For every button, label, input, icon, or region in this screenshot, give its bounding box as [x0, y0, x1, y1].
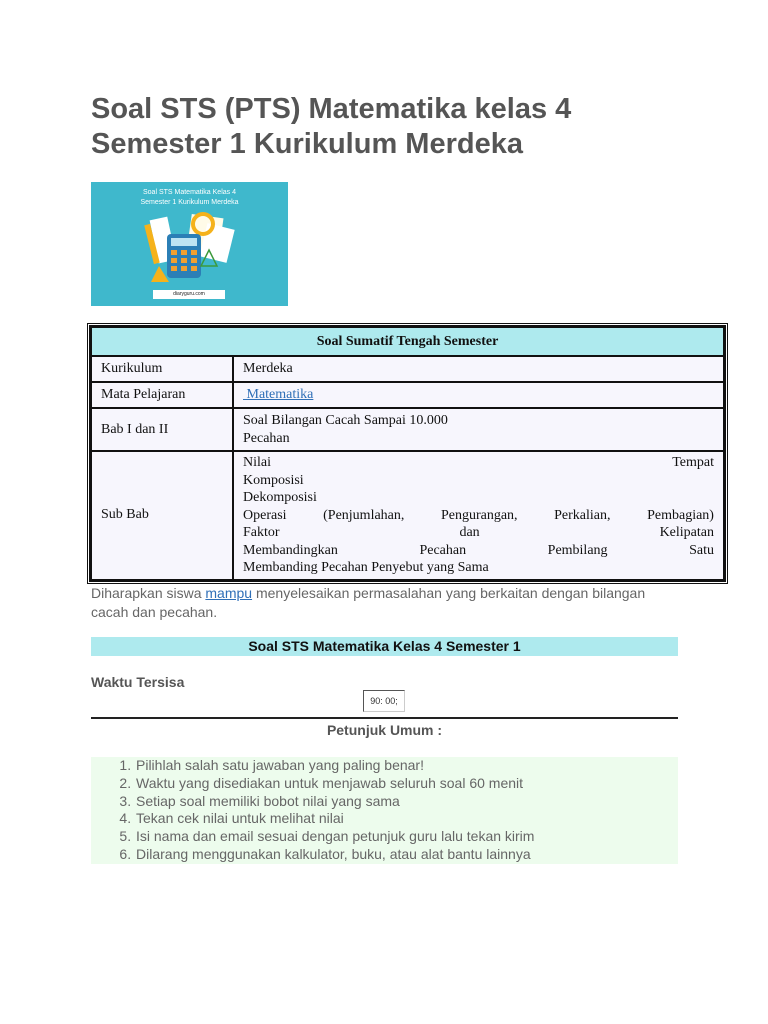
- page-title: Soal STS (PTS) Matematika kelas 4 Semester 1 Kurikulum Merdeka: [91, 93, 572, 160]
- info-table: [89, 325, 726, 582]
- divider: [91, 717, 678, 719]
- list-item: 4. Tekan cek nilai untuk melihat nilai: [135, 810, 678, 828]
- table-row: [91, 451, 724, 580]
- instructions-list-box: [91, 757, 678, 864]
- paragraph-text: menyelesaikan permasalahan yang berkaitan dengan bilangan cacah dan pecahan.: [91, 585, 646, 620]
- table-row: [91, 408, 724, 451]
- list-item: 1. Pilihlah salah satu jawaban yang paling benar!: [135, 757, 678, 775]
- sub-bab-line: Membandingkan Pecahan Pembilang Satu: [243, 542, 714, 558]
- paragraph-text: Diharapkan siswa: [91, 585, 206, 601]
- sub-bab-line: Komposisi: [243, 472, 304, 488]
- table-row: [91, 382, 724, 408]
- instructions-list: [91, 757, 678, 864]
- article-thumbnail: [91, 182, 288, 306]
- section-title: Soal STS Matematika Kelas 4 Semester 1: [91, 637, 678, 656]
- sub-bab-line: Dekomposisi: [243, 490, 317, 505]
- list-item: 2. Waktu yang disediakan untuk menjawab seluruh soal 60 menit: [135, 775, 678, 793]
- calculator-illustration-icon: [91, 182, 288, 306]
- row-key-kurikulum: Kurikulum: [91, 356, 233, 382]
- matematika-link[interactable]: Matematika: [243, 387, 314, 402]
- bab-line: Soal Bilangan Cacah Sampai 10.000: [243, 413, 448, 428]
- row-value-mata-pelajaran: [233, 382, 724, 408]
- row-key-bab: Bab I dan II: [91, 408, 233, 451]
- intro-paragraph: [91, 584, 651, 622]
- sub-bab-line: Nilai Tempat: [243, 455, 714, 470]
- thumbnail-caption: Soal STS Matematika Kelas 4 Semester 1 Kurikulum Merdeka: [140, 189, 239, 206]
- thumbnail-site-label: diaryguru.com: [153, 290, 225, 299]
- mampu-link[interactable]: mampu: [205, 585, 253, 601]
- table-row: [91, 356, 724, 382]
- row-value-kurikulum: Merdeka: [233, 356, 724, 382]
- row-value-bab: [233, 408, 724, 451]
- sub-bab-line: Faktor dan Kelipatan: [243, 525, 714, 540]
- list-item: 6. Dilarang menggunakan kalkulator, buku, atau alat bantu lainnya: [135, 846, 678, 864]
- row-key-sub-bab: Sub Bab: [91, 451, 233, 580]
- table-heading: Soal Sumatif Tengah Semester: [91, 327, 724, 356]
- bab-line: Pecahan: [243, 430, 290, 446]
- sub-bab-line: Operasi (Penjumlahan, Pengurangan, Perkalian, Pembagian): [243, 507, 714, 523]
- timer-label: Waktu Tersisa: [91, 674, 185, 690]
- list-item: 3. Setiap soal memiliki bobot nilai yang sama: [135, 793, 678, 811]
- sub-bab-line: Membanding Pecahan Penyebut yang Sama: [243, 560, 489, 575]
- list-item: 5. Isi nama dan email sesuai dengan petunjuk guru lalu tekan kirim: [135, 828, 678, 846]
- timer-display: 90: 00;: [363, 690, 405, 712]
- instructions-heading: Petunjuk Umum :: [326, 722, 443, 738]
- row-value-sub-bab: [233, 451, 724, 580]
- row-key-mata-pelajaran: Mata Pelajaran: [91, 382, 233, 408]
